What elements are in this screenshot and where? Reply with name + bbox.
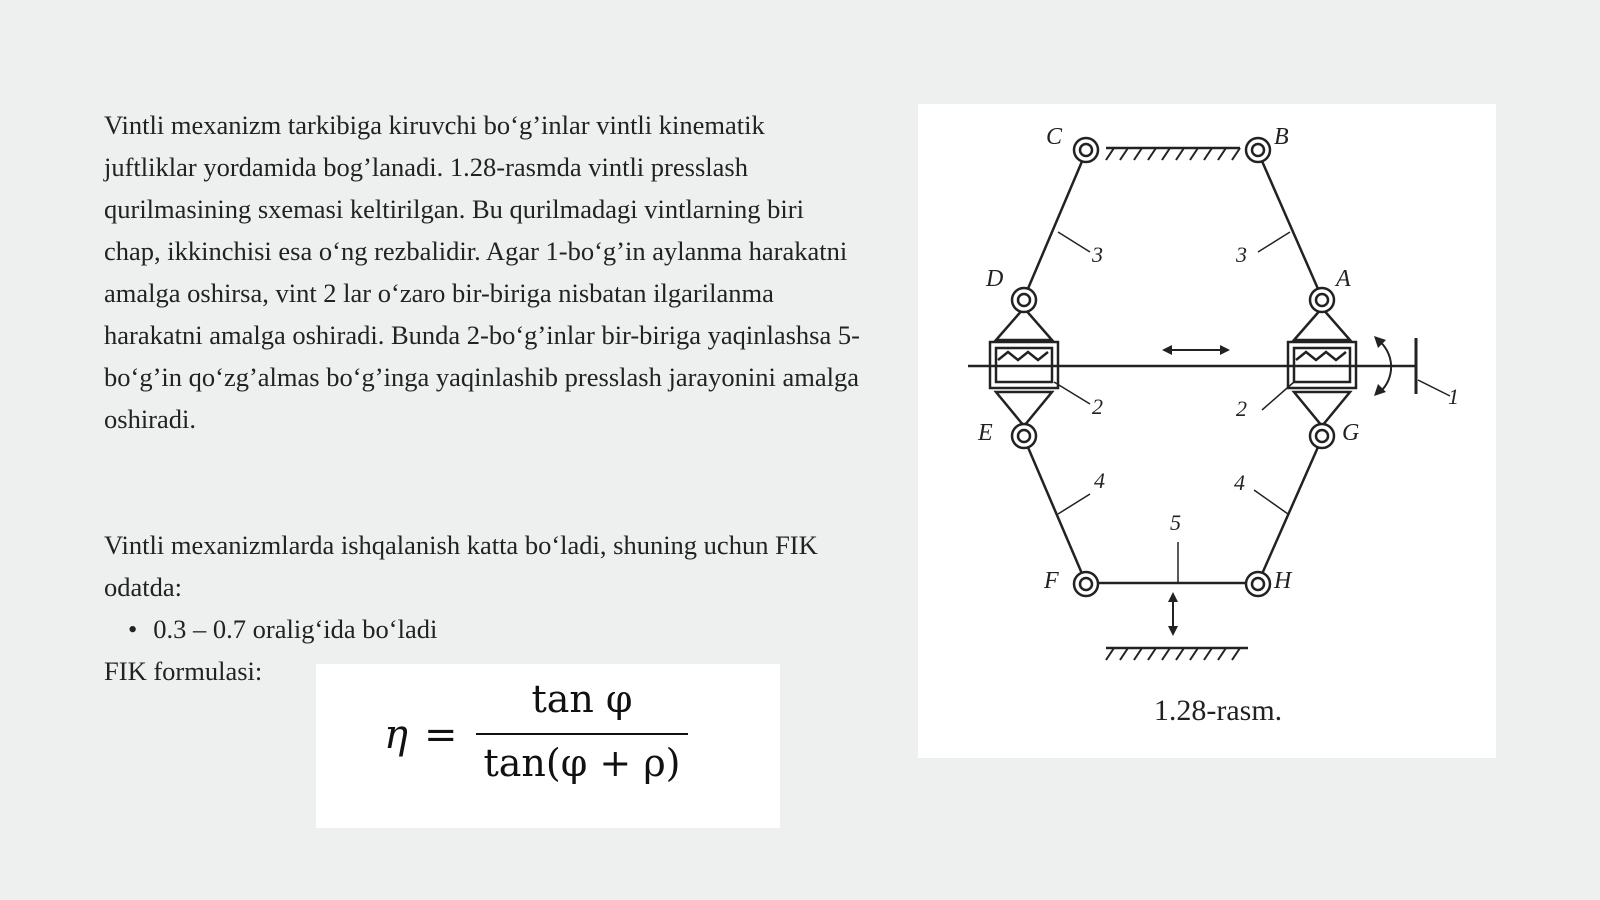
joint-a-pin <box>1316 294 1328 306</box>
left-thread <box>998 352 1048 360</box>
efficiency-list <box>128 608 437 650</box>
label-e: E <box>978 420 993 446</box>
mechanism-figure <box>918 104 1496 758</box>
arrow-head-down <box>1168 626 1178 636</box>
joint-e-pin <box>1018 430 1030 442</box>
formula-denominator: tan(φ + ρ) <box>483 741 681 785</box>
efficiency-formula <box>316 664 780 828</box>
label-g: G <box>1342 420 1360 446</box>
rotation-head-bottom <box>1374 384 1386 396</box>
leader-2-right <box>1262 382 1294 410</box>
bottom-ground-hatch <box>1106 648 1240 660</box>
arrow-head-left <box>1162 345 1172 355</box>
label-link-1: 1 <box>1448 384 1459 409</box>
joint-g-pin <box>1316 430 1328 442</box>
formula-numerator: tan φ <box>531 677 633 721</box>
leader-4-left <box>1058 494 1090 514</box>
label-h: H <box>1274 568 1292 594</box>
link-4-right <box>1258 438 1322 583</box>
formula-graphic <box>316 664 780 828</box>
label-a: A <box>1336 266 1351 292</box>
right-thread <box>1296 352 1346 360</box>
link-3-left <box>1024 152 1086 298</box>
link-4-left <box>1024 438 1086 583</box>
joint-d-pin <box>1018 294 1030 306</box>
efficiency-paragraph: Vintli mexanizmlarda ishqalanish katta bo‘ladi, shuning uchun FIK odatda: <box>104 530 818 602</box>
formula-label: FIK formulasi: <box>104 656 263 686</box>
joint-c-pin <box>1080 144 1092 156</box>
label-link-3-right: 3 <box>1236 242 1247 267</box>
joint-h-pin <box>1252 578 1264 590</box>
joint-f-pin <box>1080 578 1092 590</box>
formula-equals: = <box>424 712 458 758</box>
leader-1 <box>1418 380 1450 396</box>
leader-2-left <box>1054 382 1090 404</box>
arrow-head-right <box>1220 345 1230 355</box>
label-b: B <box>1274 124 1289 150</box>
figure-caption: 1.28-rasm. <box>1153 694 1283 727</box>
joint-b-pin <box>1252 144 1264 156</box>
label-link-5: 5 <box>1170 510 1181 535</box>
intro-paragraph: Vintli mexanizm tarkibiga kiruvchi bo‘g’inlar vintli kinematik juftliklar yordamida bog’lanadi. 1.28-rasmda vintli presslash qurilmasining sxemasi keltirilgan. Bu qurilmadagi vintlarning biri chap, ikkinchisi esa o‘ng rezbalidir. Agar 1-bo‘g’in aylanma harakatni amalga oshirsa, vint 2 lar o‘zaro bir-biriga nisbatan ilgarilanma harakatni amalga oshiradi. Bunda 2-bo‘g’inlar bir-biriga yaqinlashsa 5-bo‘g’in qo‘zg’almas bo‘g’inga yaqinlashib presslash jarayonini amalga oshiradi. <box>104 110 860 434</box>
label-d: D <box>986 266 1004 292</box>
leader-3-left <box>1058 232 1090 252</box>
leader-3-right <box>1258 232 1290 252</box>
efficiency-range-item <box>128 608 437 650</box>
label-link-2-right: 2 <box>1236 396 1247 421</box>
screw-press-diagram <box>918 104 1496 758</box>
label-f: F <box>1044 568 1059 594</box>
left-nut-bottom <box>996 392 1052 426</box>
arrow-head-up <box>1168 592 1178 602</box>
leader-4-right <box>1254 490 1288 514</box>
label-link-3-left: 3 <box>1092 242 1103 267</box>
formula-eta: η <box>384 712 408 758</box>
top-ground-hatch <box>1106 148 1240 160</box>
label-link-4-left: 4 <box>1094 468 1105 493</box>
label-link-4-right: 4 <box>1234 470 1245 495</box>
link-3-right <box>1258 152 1322 298</box>
efficiency-range-text: 0.3 – 0.7 oralig‘ida bo‘ladi <box>153 614 438 644</box>
label-link-2-left: 2 <box>1092 394 1103 419</box>
label-c: C <box>1046 124 1063 150</box>
